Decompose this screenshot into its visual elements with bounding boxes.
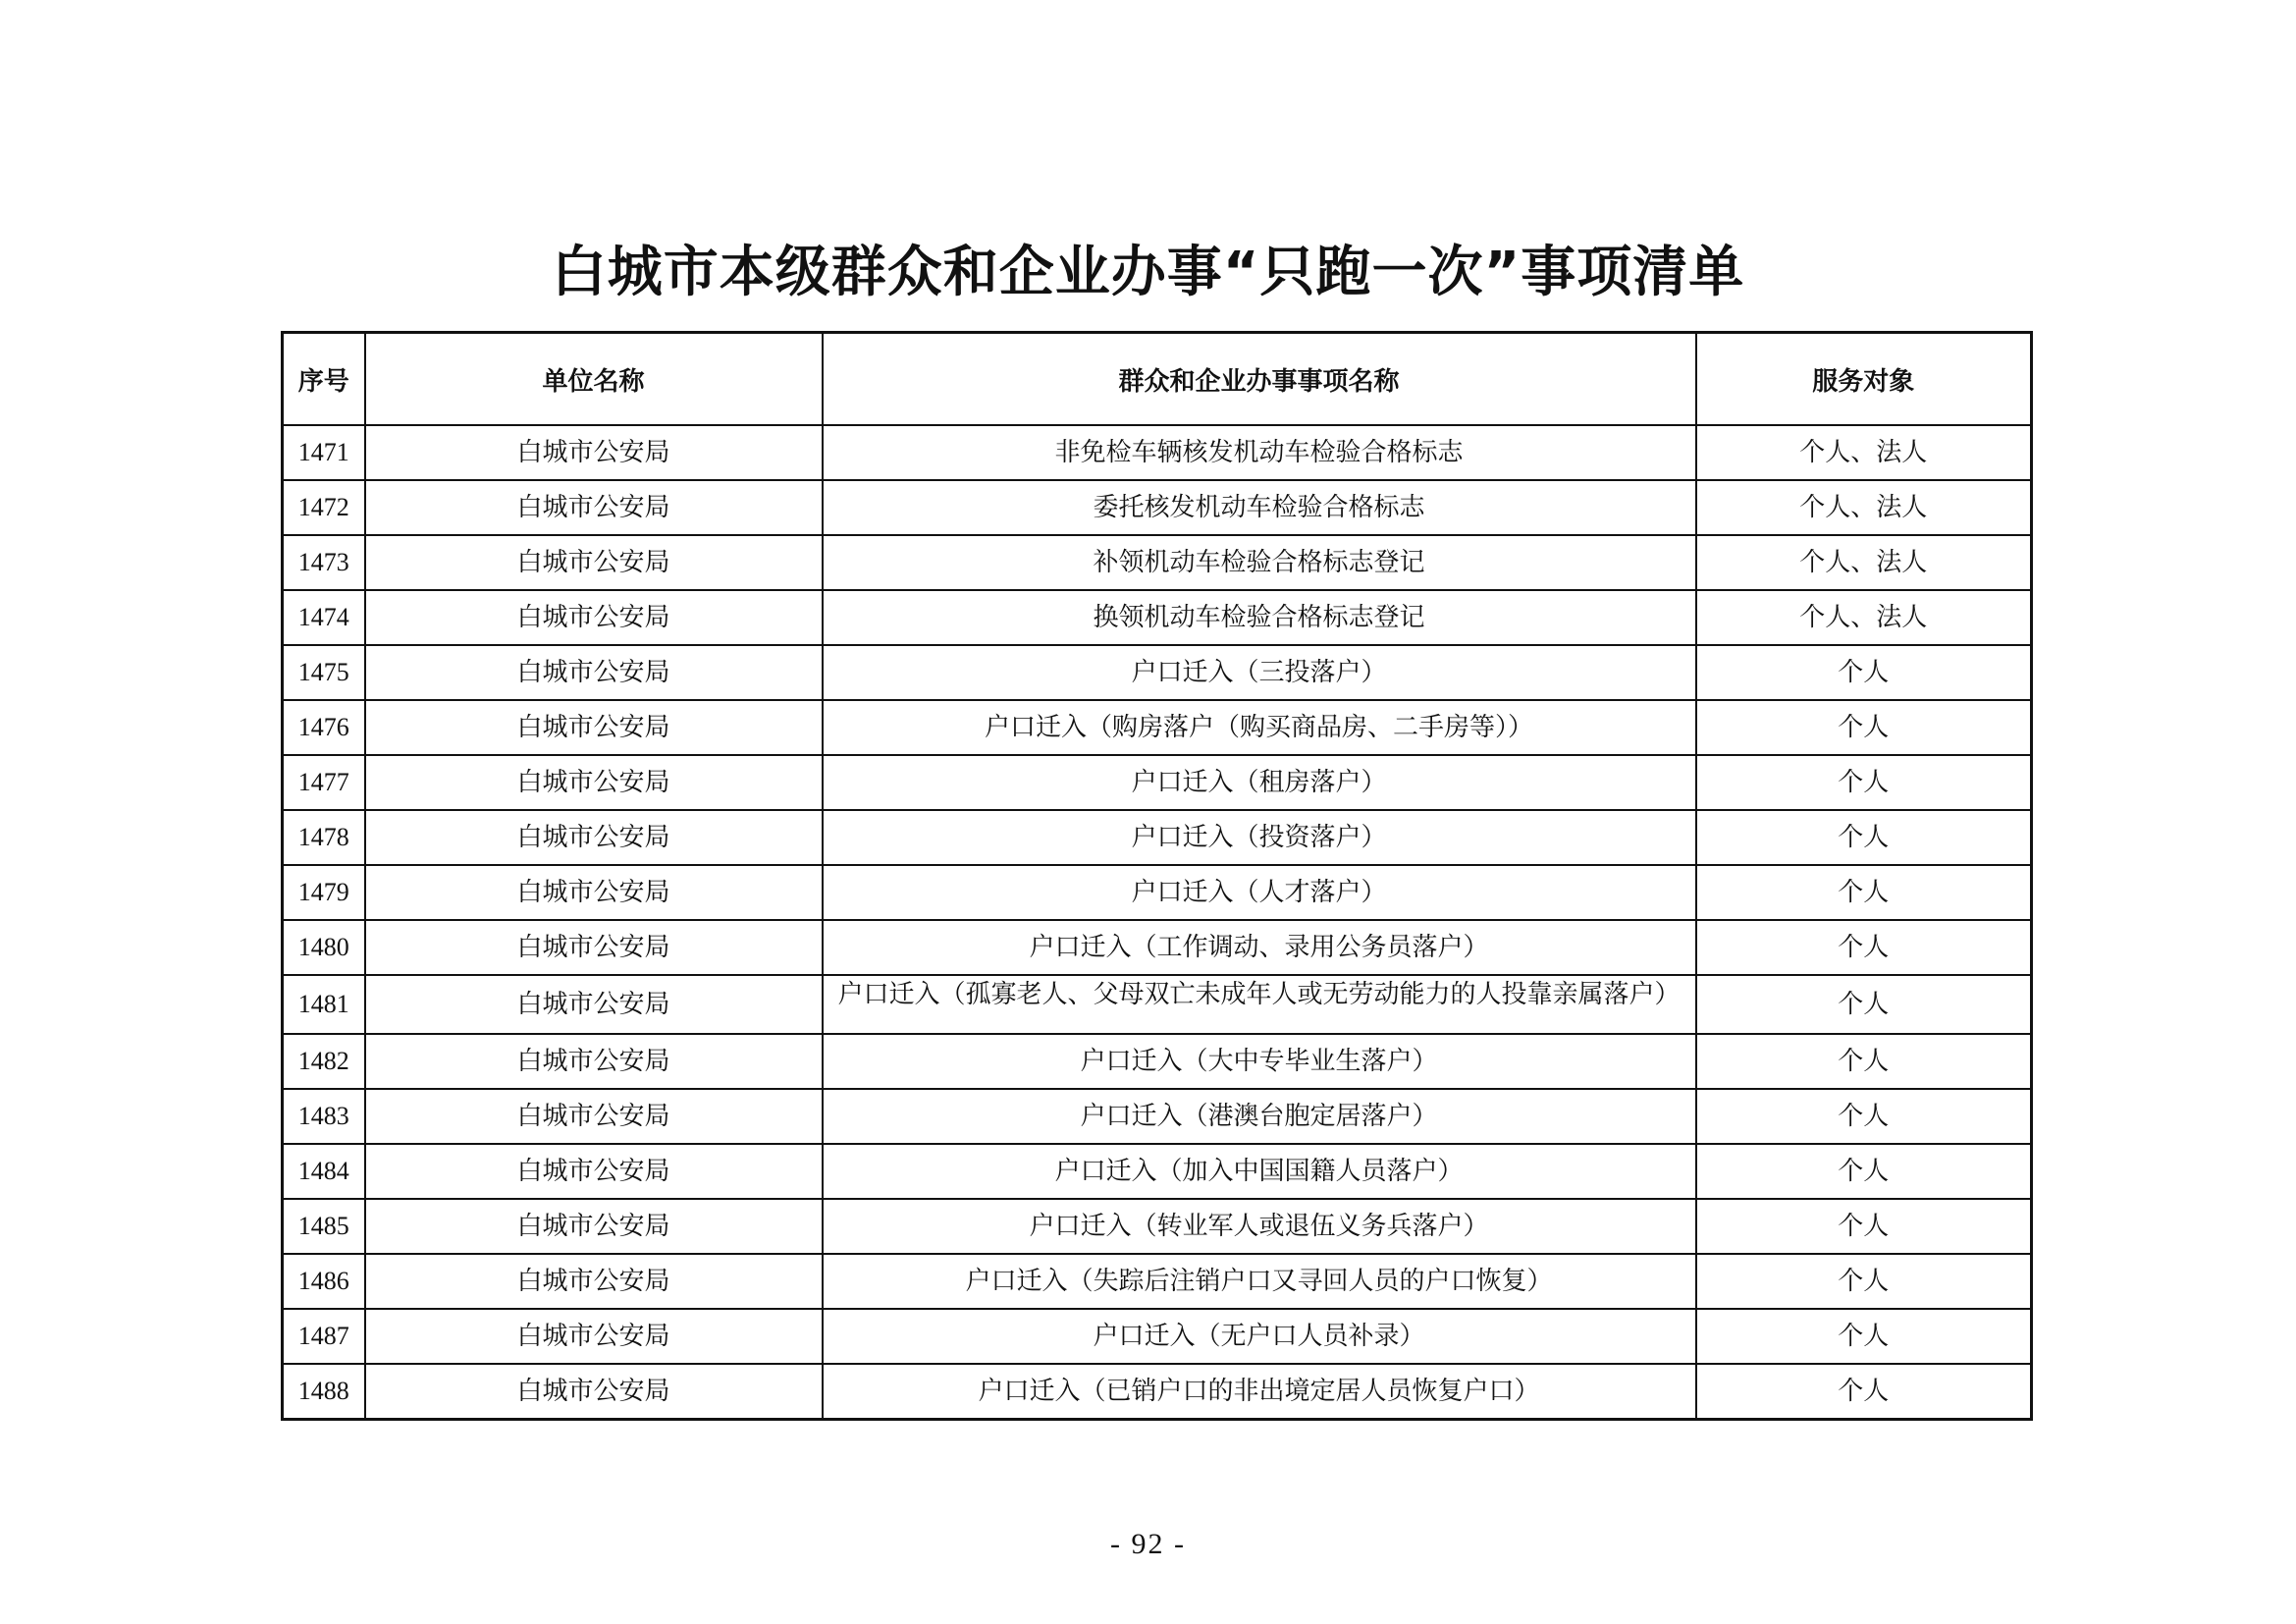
cell-service-target: 个人 — [1696, 1254, 2032, 1309]
cell-item-name: 户口迁入（三投落户） — [823, 645, 1696, 700]
cell-unit-name: 白城市公安局 — [365, 865, 823, 920]
cell-serial-number: 1479 — [283, 865, 365, 920]
table-row — [283, 1034, 2032, 1089]
page-number: - 92 - — [1110, 1528, 1186, 1560]
cell-item-name: 户口迁入（大中专毕业生落户） — [823, 1034, 1696, 1089]
cell-unit-name: 白城市公安局 — [365, 590, 823, 645]
cell-unit-name: 白城市公安局 — [365, 975, 823, 1034]
cell-service-target: 个人 — [1696, 865, 2032, 920]
table-row — [283, 1144, 2032, 1199]
table-row — [283, 920, 2032, 975]
cell-item-name: 非免检车辆核发机动车检验合格标志 — [823, 425, 1696, 480]
cell-item-name: 户口迁入（人才落户） — [823, 865, 1696, 920]
cell-service-target: 个人 — [1696, 1144, 2032, 1199]
table-header-row — [283, 333, 2032, 426]
cell-unit-name: 白城市公安局 — [365, 480, 823, 535]
cell-serial-number: 1480 — [283, 920, 365, 975]
table-row — [283, 1364, 2032, 1420]
cell-unit-name: 白城市公安局 — [365, 425, 823, 480]
cell-service-target: 个人 — [1696, 645, 2032, 700]
cell-item-text: 户口迁入（孤寡老人、父母双亡未成年人或无劳动能力的人投靠亲属落户） — [837, 980, 1681, 1009]
cell-item-name: 户口迁入（转业军人或退伍义务兵落户） — [823, 1199, 1696, 1254]
cell-unit-name: 白城市公安局 — [365, 535, 823, 590]
cell-serial-number: 1482 — [283, 1034, 365, 1089]
cell-unit-name: 白城市公安局 — [365, 1144, 823, 1199]
header-item-name: 群众和企业办事事项名称 — [823, 333, 1696, 426]
cell-serial-number: 1488 — [283, 1364, 365, 1420]
document-title: 白城市本级群众和企业办事“只跑一次”事项清单 — [551, 241, 1745, 304]
cell-serial-number: 1478 — [283, 810, 365, 865]
cell-unit-name: 白城市公安局 — [365, 1364, 823, 1420]
cell-serial-number: 1477 — [283, 755, 365, 810]
cell-service-target: 个人、法人 — [1696, 535, 2032, 590]
cell-serial-number: 1473 — [283, 535, 365, 590]
cell-service-target: 个人、法人 — [1696, 590, 2032, 645]
cell-service-target: 个人 — [1696, 755, 2032, 810]
cell-item-name: 户口迁入（无户口人员补录） — [823, 1309, 1696, 1364]
cell-unit-name: 白城市公安局 — [365, 920, 823, 975]
cell-service-target: 个人 — [1696, 810, 2032, 865]
cell-serial-number: 1481 — [283, 975, 365, 1034]
table-row — [283, 810, 2032, 865]
cell-item-name: 户口迁入（工作调动、录用公务员落户） — [823, 920, 1696, 975]
cell-unit-name: 白城市公安局 — [365, 1089, 823, 1144]
cell-unit-name: 白城市公安局 — [365, 1034, 823, 1089]
cell-item-name: 户口迁入（租房落户） — [823, 755, 1696, 810]
cell-service-target: 个人 — [1696, 1034, 2032, 1089]
cell-item-name: 户口迁入（加入中国国籍人员落户） — [823, 1144, 1696, 1199]
cell-serial-number: 1486 — [283, 1254, 365, 1309]
cell-serial-number: 1476 — [283, 700, 365, 755]
table-row — [283, 425, 2032, 480]
table-row — [283, 755, 2032, 810]
cell-serial-number: 1487 — [283, 1309, 365, 1364]
cell-item-name: 户口迁入（已销户口的非出境定居人员恢复户口） — [823, 1364, 1696, 1420]
table-row — [283, 645, 2032, 700]
table-row — [283, 865, 2032, 920]
table-body — [283, 425, 2032, 1420]
table-row — [283, 700, 2032, 755]
cell-serial-number: 1484 — [283, 1144, 365, 1199]
cell-unit-name: 白城市公安局 — [365, 755, 823, 810]
cell-service-target: 个人 — [1696, 1089, 2032, 1144]
cell-unit-name: 白城市公安局 — [365, 700, 823, 755]
cell-service-target: 个人、法人 — [1696, 425, 2032, 480]
cell-serial-number: 1472 — [283, 480, 365, 535]
cell-service-target: 个人 — [1696, 1199, 2032, 1254]
header-unit-name: 单位名称 — [365, 333, 823, 426]
cell-service-target: 个人 — [1696, 975, 2032, 1034]
cell-serial-number: 1485 — [283, 1199, 365, 1254]
cell-item-name: 户口迁入（港澳台胞定居落户） — [823, 1089, 1696, 1144]
table-row — [283, 1254, 2032, 1309]
cell-item-name: 委托核发机动车检验合格标志 — [823, 480, 1696, 535]
service-items-table — [281, 331, 2033, 1421]
cell-item-name: 户口迁入（投资落户） — [823, 810, 1696, 865]
cell-unit-name: 白城市公安局 — [365, 810, 823, 865]
table-row — [283, 590, 2032, 645]
cell-item-name: 户口迁入（失踪后注销户口又寻回人员的户口恢复） — [823, 1254, 1696, 1309]
cell-service-target: 个人 — [1696, 700, 2032, 755]
table-row — [283, 1309, 2032, 1364]
cell-unit-name: 白城市公安局 — [365, 1199, 823, 1254]
table-row — [283, 480, 2032, 535]
cell-item-name: 换领机动车检验合格标志登记 — [823, 590, 1696, 645]
cell-serial-number: 1471 — [283, 425, 365, 480]
table-row — [283, 535, 2032, 590]
cell-unit-name: 白城市公安局 — [365, 1309, 823, 1364]
cell-serial-number: 1483 — [283, 1089, 365, 1144]
table-row — [283, 1089, 2032, 1144]
cell-service-target: 个人、法人 — [1696, 480, 2032, 535]
header-serial-number: 序号 — [283, 333, 365, 426]
cell-unit-name: 白城市公安局 — [365, 1254, 823, 1309]
cell-item-name: 户口迁入（购房落户（购买商品房、二手房等）） — [823, 700, 1696, 755]
cell-service-target: 个人 — [1696, 1364, 2032, 1420]
cell-unit-name: 白城市公安局 — [365, 645, 823, 700]
cell-item-name: 补领机动车检验合格标志登记 — [823, 535, 1696, 590]
cell-serial-number: 1475 — [283, 645, 365, 700]
cell-service-target: 个人 — [1696, 1309, 2032, 1364]
cell-item-name — [823, 975, 1696, 1034]
table-row — [283, 1199, 2032, 1254]
header-service-target: 服务对象 — [1696, 333, 2032, 426]
cell-serial-number: 1474 — [283, 590, 365, 645]
cell-service-target: 个人 — [1696, 920, 2032, 975]
table-row — [283, 975, 2032, 1034]
